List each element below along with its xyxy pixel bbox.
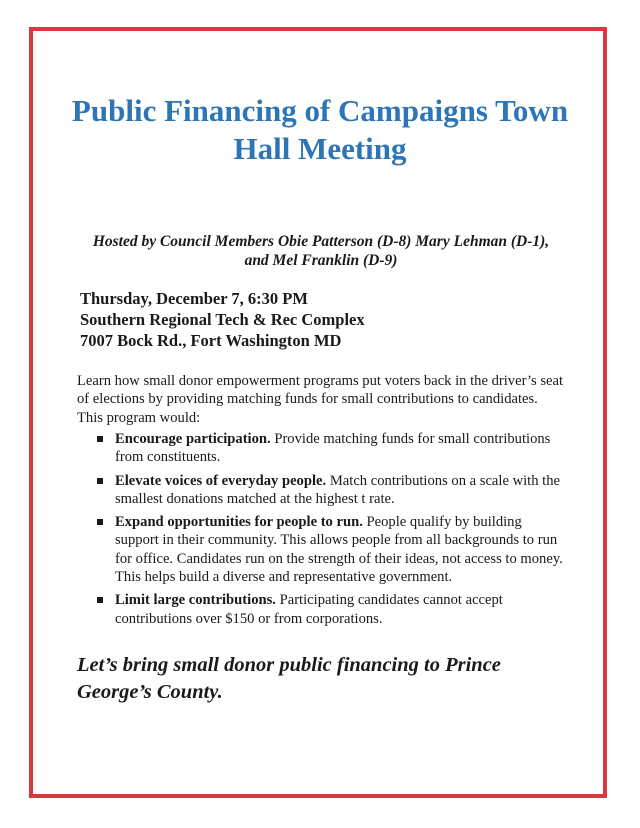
- bullet-lead: Encourage participation.: [115, 431, 271, 447]
- square-bullet-icon: [97, 597, 103, 603]
- hosted-by-line: Hosted by Council Members Obie Patterson (D-8) Mary Lehman (D-1), and Mel Franklin (D-9): [92, 233, 550, 269]
- list-item: [97, 513, 567, 586]
- event-address: 7007 Bock Rd., Fort Washington MD: [80, 331, 342, 350]
- event-details: [80, 288, 365, 351]
- bullet-text: Participating candidates cannot accept contributions over $150 or from corporations.: [115, 592, 503, 627]
- flyer-title: Public Financing of Campaigns Town Hall Meeting: [71, 93, 569, 166]
- bullet-lead: Expand opportunities for people to run.: [115, 514, 363, 531]
- bullet-text: Provide matching funds for small contributions from constituents.: [115, 431, 551, 466]
- square-bullet-icon: [97, 478, 103, 484]
- event-date-time: Thursday, December 7, 6:30 PM: [80, 289, 308, 308]
- closing-call-to-action: Let’s bring small donor public financing to Prince George’s County.: [77, 654, 501, 703]
- bullet-text: Match contributions on a scale with the smallest donations matched at the highest t rate.: [115, 472, 561, 507]
- intro-paragraph: Learn how small donor empowerment programs put voters back in the driver’s seat of elections by providing matching funds for small contributions to candidates. This program would:: [77, 373, 564, 426]
- list-item: [97, 472, 567, 509]
- square-bullet-icon: [97, 519, 103, 525]
- bullet-lead: Elevate voices of everyday people.: [115, 472, 327, 489]
- event-venue: Southern Regional Tech & Rec Complex: [80, 310, 365, 329]
- square-bullet-icon: [97, 436, 103, 442]
- program-benefits-list: [97, 430, 567, 633]
- list-item: [97, 430, 567, 467]
- bullet-lead: Limit large contributions.: [115, 592, 276, 609]
- bullet-text: People qualify by building support in their community. This allows people from all backgrounds to run for office. Candidates run on the strength of their ideas, not access to money. This helps build a diverse and representative government.: [115, 514, 563, 586]
- list-item: [97, 591, 567, 628]
